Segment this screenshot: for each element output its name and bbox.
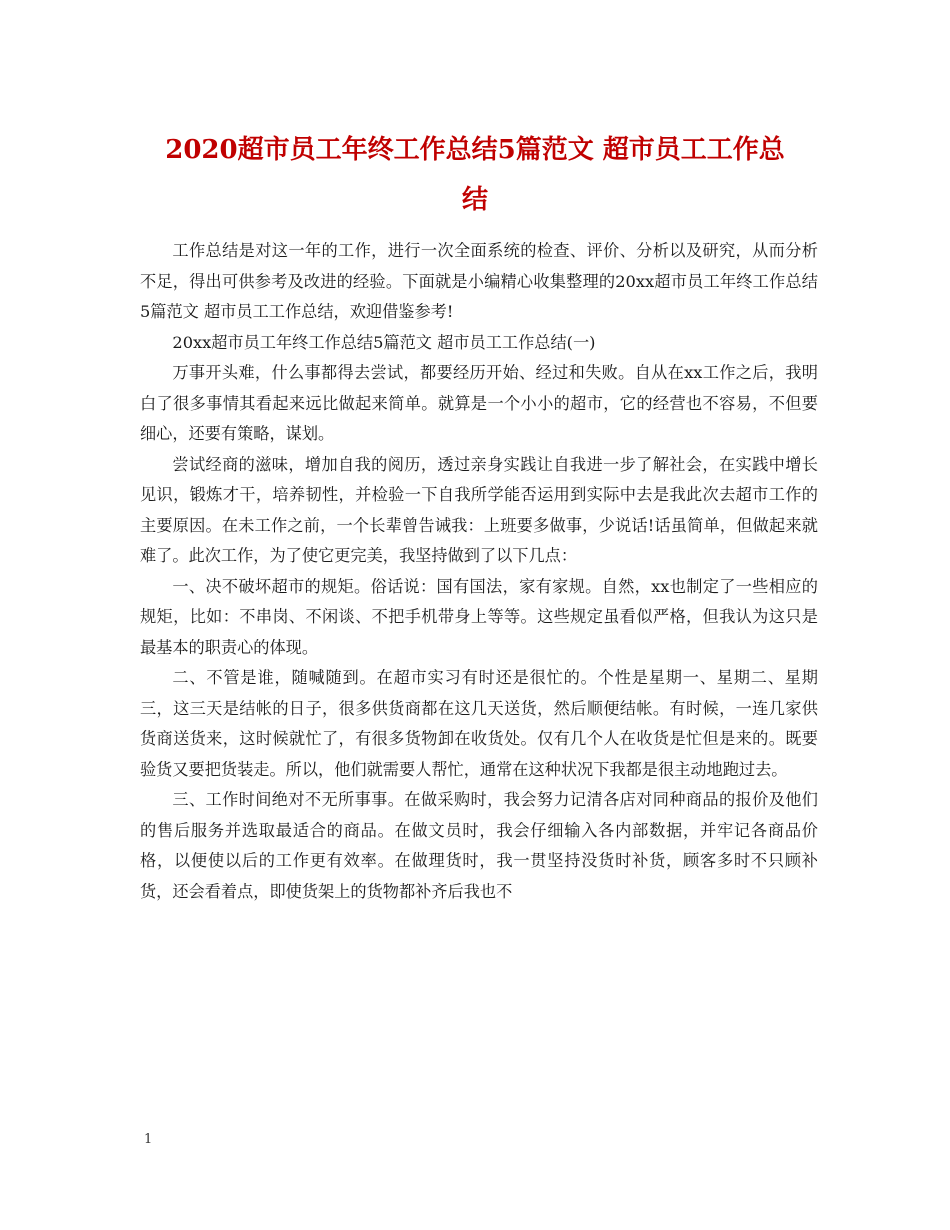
document-body xyxy=(140,236,818,907)
paragraph-point-1: 一、决不破坏超市的规矩。俗话说：国有国法，家有家规。自然，xx也制定了一些相应的规矩，比如：不串岗、不闲谈、不把手机带身上等等。这些规定虽看似严格，但我认为这只是最基本的职责心的体现。 xyxy=(140,576,818,657)
document-title xyxy=(100,125,850,225)
title-line-2: 结 xyxy=(461,185,488,215)
paragraph-section-heading: 20xx超市员工年终工作总结5篇范文 超市员工工作总结(一) xyxy=(172,332,596,352)
title-line-1: 2020超市员工年终工作总结5篇范文 超市员工工作总 xyxy=(165,135,785,165)
paragraph: 万事开头难，什么事都得去尝试，都要经历开始、经过和失败。自从在xx工作之后，我明白了很多事情其看起来远比做起来简单。就算是一个小小的超市，它的经营也不容易，不但要细心，还要有策略，谋划。 xyxy=(140,363,818,443)
page-number: 1 xyxy=(144,1132,153,1147)
paragraph: 尝试经商的滋味，增加自我的阅历，透过亲身实践让自我进一步了解社会，在实践中增长见识，锻炼才干，培养韧性，并检验一下自我所学能否运用到实际中去是我此次去超市工作的主要原因。在未工作之前，一个长辈曾告诫我：上班要多做事，少说话!话虽简单，但做起来就难了。此次工作，为了使它更完美，我坚持做到了以下几点： xyxy=(140,454,818,565)
paragraph-intro: 工作总结是对这一年的工作，进行一次全面系统的检查、评价、分析以及研究，从而分析不足，得出可供参考及改进的经验。下面就是小编精心收集整理的20xx超市员工年终工作总结5篇范文 超市员工工作总结，欢迎借鉴参考! xyxy=(140,241,818,321)
paragraph-point-3: 三、工作时间绝对不无所事事。在做采购时，我会努力记清各店对同种商品的报价及他们的售后服务并选取最适合的商品。在做文员时，我会仔细输入各内部数据，并牢记各商品价格，以便使以后的工作更有效率。在做理货时，我一贯坚持没货时补货，顾客多时不只顾补货，还会看着点，即使货架上的货物都补齐后我也不 xyxy=(140,790,818,901)
paragraph-point-2: 二、不管是谁，随喊随到。在超市实习有时还是很忙的。个性是星期一、星期二、星期三，这三天是结帐的日子，很多供货商都在这几天送货，然后顺便结帐。有时候，一连几家供货商送货来，这时候就忙了，有很多货物卸在收货处。仅有几个人在收货是忙但是来的。既要验货又要把货装走。所以，他们就需要人帮忙，通常在这种状况下我都是很主动地跑过去。 xyxy=(140,668,818,779)
